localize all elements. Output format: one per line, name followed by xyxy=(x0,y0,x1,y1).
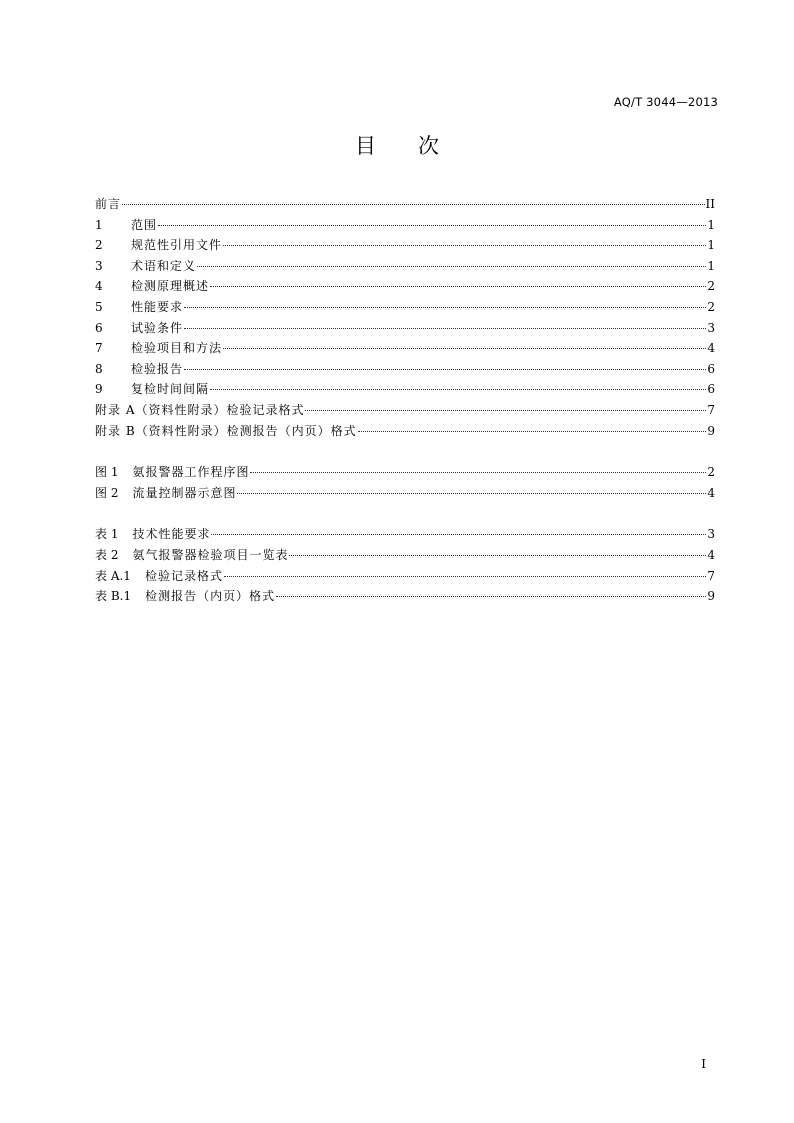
dot-leader xyxy=(158,225,706,226)
toc-entry-page: 4 xyxy=(707,341,715,356)
toc-entry[interactable] xyxy=(95,400,715,421)
toc-entry-label: 规范性引用文件 xyxy=(131,238,223,253)
dot-leader xyxy=(358,431,707,432)
toc-entry-label: 术语和定义 xyxy=(131,258,197,273)
toc-entry-page: 4 xyxy=(707,485,715,500)
toc-entry[interactable] xyxy=(95,194,715,215)
page-number: I xyxy=(701,1057,706,1071)
toc-entry-page: 7 xyxy=(707,402,715,417)
toc-entry-page: 1 xyxy=(707,217,715,232)
toc-entry-label: 检验记录格式 xyxy=(144,568,223,583)
toc-entry[interactable] xyxy=(95,215,715,236)
toc-entry[interactable] xyxy=(95,379,715,400)
toc-entry-number: 3 xyxy=(95,258,103,273)
toc-entry-label: 氨报警器工作程序图 xyxy=(132,465,250,480)
toc-entry-number: 图 1 xyxy=(95,465,119,480)
toc-entry-page: 3 xyxy=(707,320,715,335)
toc-group xyxy=(95,524,715,606)
toc-entry-label: 性能要求 xyxy=(131,299,184,314)
dot-leader xyxy=(211,534,706,535)
toc-entry[interactable] xyxy=(95,545,715,566)
toc-entry-number: 表 1 xyxy=(95,527,119,542)
dot-leader xyxy=(210,389,706,390)
toc-entry[interactable] xyxy=(95,462,715,483)
dot-leader xyxy=(276,596,706,597)
toc-entry-page: 1 xyxy=(707,258,715,273)
toc-entry[interactable] xyxy=(95,566,715,587)
toc-entry[interactable] xyxy=(95,524,715,545)
dot-leader xyxy=(197,266,706,267)
dot-leader xyxy=(184,307,706,308)
toc-entry[interactable] xyxy=(95,256,715,277)
toc-entry-number: 4 xyxy=(95,279,103,294)
dot-leader xyxy=(250,472,706,473)
toc-entry-number: 表 2 xyxy=(95,547,119,562)
toc-entry-label: 检测报告（内页）格式 xyxy=(145,589,276,604)
toc-entry-page: 9 xyxy=(707,423,715,438)
toc-entry-page: 2 xyxy=(707,279,715,294)
toc-entry[interactable] xyxy=(95,359,715,380)
toc-entry-label: 范围 xyxy=(131,217,158,232)
toc-entry-page: 2 xyxy=(707,299,715,314)
toc-entry[interactable] xyxy=(95,586,715,607)
toc-entry-label: 试验条件 xyxy=(131,320,184,335)
toc-group xyxy=(95,194,715,441)
dot-leader xyxy=(305,410,706,411)
dot-leader xyxy=(237,493,706,494)
toc-entry-number: 图 2 xyxy=(95,485,119,500)
toc-entry[interactable] xyxy=(95,235,715,256)
toc-entry-page: 6 xyxy=(707,382,715,397)
toc-entry-number: 6 xyxy=(95,320,103,335)
toc-entry-page: 6 xyxy=(707,361,715,376)
toc-entry-label: 检验报告 xyxy=(131,361,184,376)
toc-entry-page: 7 xyxy=(707,568,715,583)
toc-entry-number: 7 xyxy=(95,341,103,356)
toc-entry-number: 表 A.1 xyxy=(95,568,131,583)
dot-leader xyxy=(223,348,706,349)
toc-entry-page: 2 xyxy=(707,465,715,480)
dot-leader xyxy=(223,245,706,246)
toc-entry[interactable] xyxy=(95,276,715,297)
dot-leader xyxy=(224,576,706,577)
toc-entry[interactable] xyxy=(95,297,715,318)
toc-entry-label: 流量控制器示意图 xyxy=(132,485,237,500)
dot-leader xyxy=(184,369,706,370)
toc-entry-label: 检验项目和方法 xyxy=(131,341,223,356)
toc-entry-number: 8 xyxy=(95,361,103,376)
toc-group xyxy=(95,462,715,503)
dot-leader xyxy=(289,555,706,556)
dot-leader xyxy=(122,204,705,205)
table-of-contents xyxy=(95,194,715,628)
toc-entry-number: 表 B.1 xyxy=(95,589,132,604)
toc-entry[interactable] xyxy=(95,483,715,504)
toc-entry-label: 技术性能要求 xyxy=(132,527,211,542)
toc-entry-number: 2 xyxy=(95,238,103,253)
title-char-2: 次 xyxy=(418,134,439,158)
toc-entry[interactable] xyxy=(95,318,715,339)
dot-leader xyxy=(184,328,706,329)
toc-entry-label: 前言 xyxy=(95,197,122,211)
toc-entry-label: 检测原理概述 xyxy=(131,279,210,294)
toc-entry-page: 9 xyxy=(707,589,715,604)
toc-entry-label: 氨气报警器检验项目一览表 xyxy=(132,547,289,562)
toc-entry-number: 1 xyxy=(95,217,103,232)
toc-entry-page: 4 xyxy=(707,547,715,562)
standard-code: AQ/T 3044—2013 xyxy=(613,95,718,109)
toc-entry-number: 9 xyxy=(95,382,103,397)
title-char-1: 目 xyxy=(355,134,376,158)
toc-entry-page: 3 xyxy=(707,527,715,542)
toc-entry-page: II xyxy=(705,197,715,211)
toc-entry-page: 1 xyxy=(707,238,715,253)
page-title xyxy=(0,130,794,160)
toc-entry-label: 附录 A（资料性附录）检验记录格式 xyxy=(95,402,305,417)
dot-leader xyxy=(210,286,706,287)
toc-entry-label: 附录 B（资料性附录）检测报告（内页）格式 xyxy=(95,423,357,438)
toc-entry[interactable] xyxy=(95,421,715,442)
toc-entry-number: 5 xyxy=(95,299,103,314)
toc-entry[interactable] xyxy=(95,338,715,359)
toc-entry-label: 复检时间间隔 xyxy=(131,382,210,397)
